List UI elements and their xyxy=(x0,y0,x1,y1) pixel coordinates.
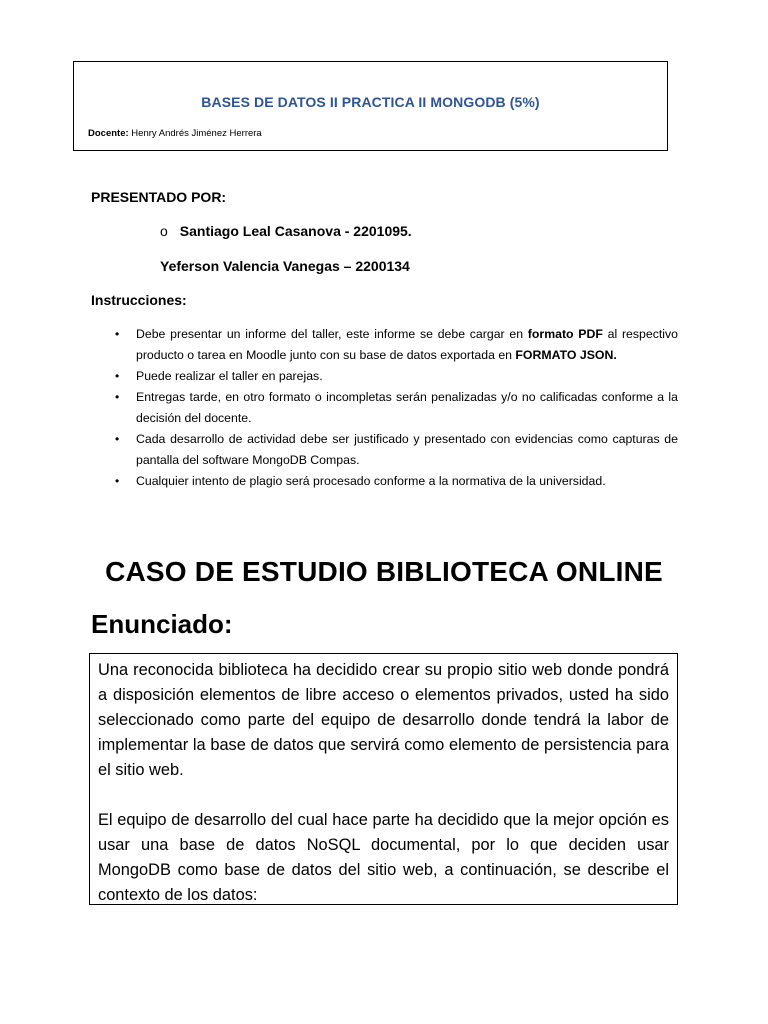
docente-label: Docente: xyxy=(88,128,129,139)
document-title: BASES DE DATOS II PRACTICA II MONGODB (5%) xyxy=(201,94,540,110)
enunciado-box xyxy=(89,653,678,905)
instruction-item: • Entregas tarde, en otro formato o incompletas serán penalizadas y/o no calificadas conforme a la decisión del docente. xyxy=(91,387,678,429)
author-item xyxy=(160,223,412,239)
author-item: Yeferson Valencia Vanegas – 2200134 xyxy=(160,258,410,274)
docente-name: Henry Andrés Jiménez Herrera xyxy=(131,128,262,139)
instruction-item: • Cada desarrollo de actividad debe ser justificado y presentado con evidencias como capturas de pantalla del software MongoDB Compas. xyxy=(91,429,678,471)
instruction-emphasis: formato PDF xyxy=(527,327,603,341)
case-study-title: CASO DE ESTUDIO BIBLIOTECA ONLINE xyxy=(105,556,663,587)
enunciado-heading: Enunciado: xyxy=(91,609,233,639)
header-box xyxy=(73,61,668,151)
instrucciones-heading: Instrucciones: xyxy=(91,292,187,308)
enunciado-paragraph: Una reconocida biblioteca ha decidido crear su propio sitio web donde pondrá a disposición elementos de libre acceso o elementos privados, usted ha sido seleccionado como parte del equipo de desarrollo donde tendrá la labor de implementar la base de datos que servirá como elemento de persistencia para el sitio web. xyxy=(98,661,669,779)
docente-line xyxy=(88,128,262,139)
instruction-item: • Puede realizar el taller en parejas. xyxy=(91,366,678,387)
instruction-text: Debe presentar un informe del taller, este informe se debe cargar en xyxy=(136,327,528,341)
instruction-item: • Cualquier intento de plagio será procesado conforme a la normativa de la universidad. xyxy=(91,471,678,492)
instruction-item xyxy=(91,324,678,366)
instruction-emphasis: FORMATO JSON. xyxy=(515,348,617,362)
instruction-text: al respectivo producto o tarea en Moodle junto con su base de datos exportada en xyxy=(136,327,678,362)
circle-bullet-icon: o xyxy=(160,223,168,239)
presentado-por-heading: PRESENTADO POR: xyxy=(91,189,227,205)
enunciado-paragraph: El equipo de desarrollo del cual hace parte ha decidido que la mejor opción es usar una base de datos NoSQL documental, por lo que deciden usar MongoDB como base de datos del sitio web, a continuación, se describe el contexto de los datos: xyxy=(98,811,669,904)
instructions-list xyxy=(91,324,678,492)
author-name: Santiago Leal Casanova - 2201095. xyxy=(179,223,412,239)
